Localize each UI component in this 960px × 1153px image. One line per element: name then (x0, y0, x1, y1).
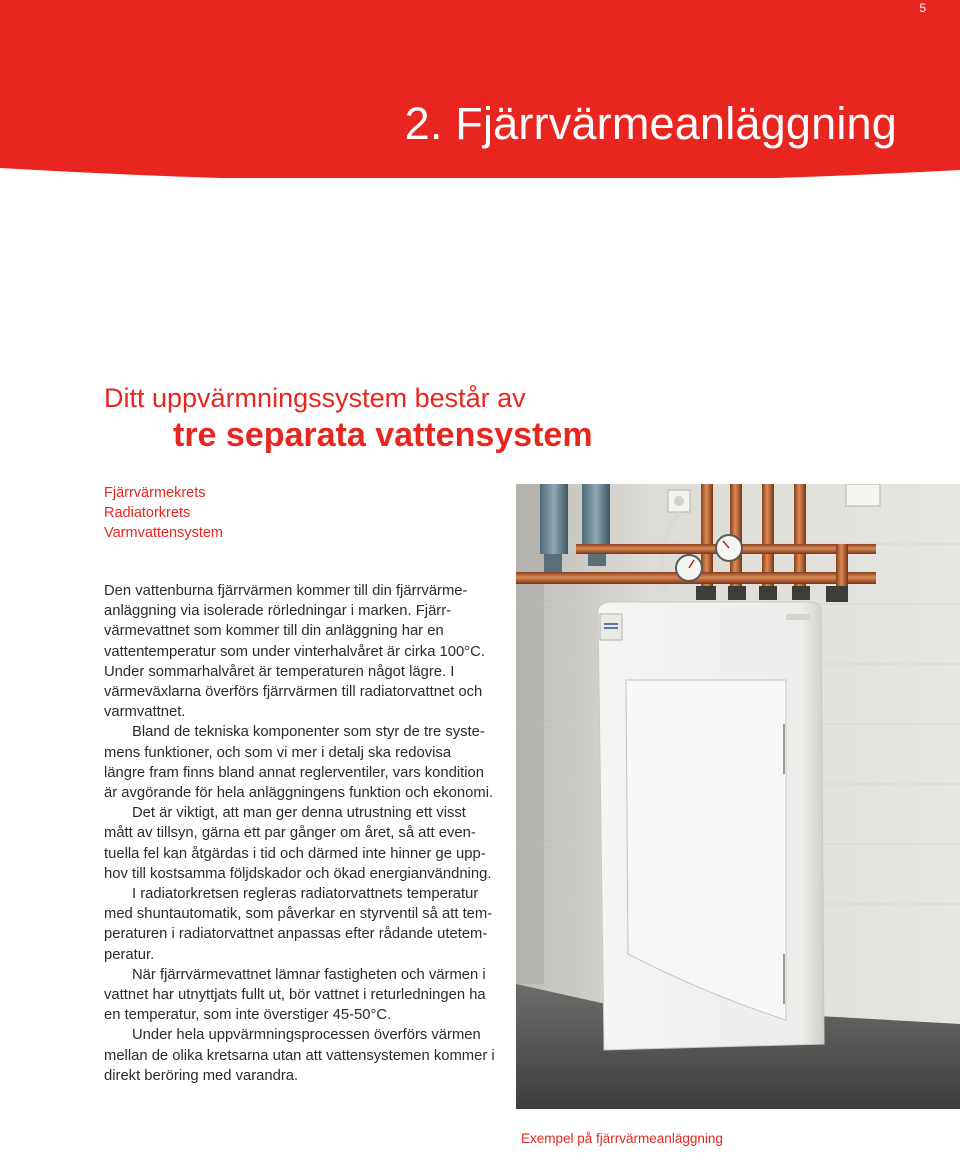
section-title-line1: Ditt uppvärmningssystem består av (104, 383, 526, 413)
system-item: Radiatorkrets (104, 505, 191, 521)
systems-list (104, 483, 223, 543)
district-heating-unit-photo (516, 484, 960, 1109)
body-paragraph: När fjärrvärmevattnet lämnar fastigheten och värmen i vattnet har utnyttjats fullt ut, bör vattnet i returledningen ha en temperatur, som inte överstiger 45-50°C. (104, 966, 486, 1024)
body-paragraph: Under hela uppvärmningsprocessen överförs värmen mellan de olika kretsarna utan att vattensystemen kommer i direkt beröring med varandra. (104, 1027, 495, 1084)
photo-caption: Exempel på fjärrvärmeanläggning (521, 1131, 723, 1146)
page-number: 5 (919, 1, 926, 15)
section-title-line2: tre separata vattensystem (173, 416, 593, 454)
body-text (104, 581, 496, 1086)
body-paragraph: Det är viktigt, att man ger denna utrustning ett visst mått av tillsyn, gärna ett par gånger om året, så att eventuella fel kan åtgärdas i tid och därmed inte hinner ge upphov till kostsamma följdskador och ökad energianvändning. (104, 805, 492, 882)
body-paragraph: I radiatorkretsen regleras radiatorvattnets temperatur med shuntautomatik, som påverkar en styrventil så att temperaturen i radiatorvattnet anpassas efter rådande utetemperatur. (104, 886, 493, 963)
page-header (0, 0, 960, 178)
chapter-title: 2. Fjärrvärmeanläggning (404, 98, 897, 149)
header-curve (0, 0, 960, 178)
system-item: Varmvattensystem (104, 525, 223, 541)
system-item: Fjärrvärmekrets (104, 485, 206, 501)
body-paragraph: Bland de tekniska komponenter som styr de tre systemens funktioner, och som vi mer i detalj ska redovisa längre fram finns bland annat reglerventiler, vars kondition är avgörande för hela anläggningens funktion och ekonomi. (104, 724, 494, 802)
body-paragraph: Den vattenburna fjärrvärmen kommer till din fjärrvärmeanläggning via isolerade rörledningar i marken. Fjärrvärmevattnet som kommer till din anläggning har en vattentemperatur som under vinterhalvåret är cirka 100°C. Under sommarhalvåret är temperaturen något lägre. I värmeväxlarna överförs fjärrvärmen till radiatorvattnet och varmvattnet. (104, 583, 485, 721)
